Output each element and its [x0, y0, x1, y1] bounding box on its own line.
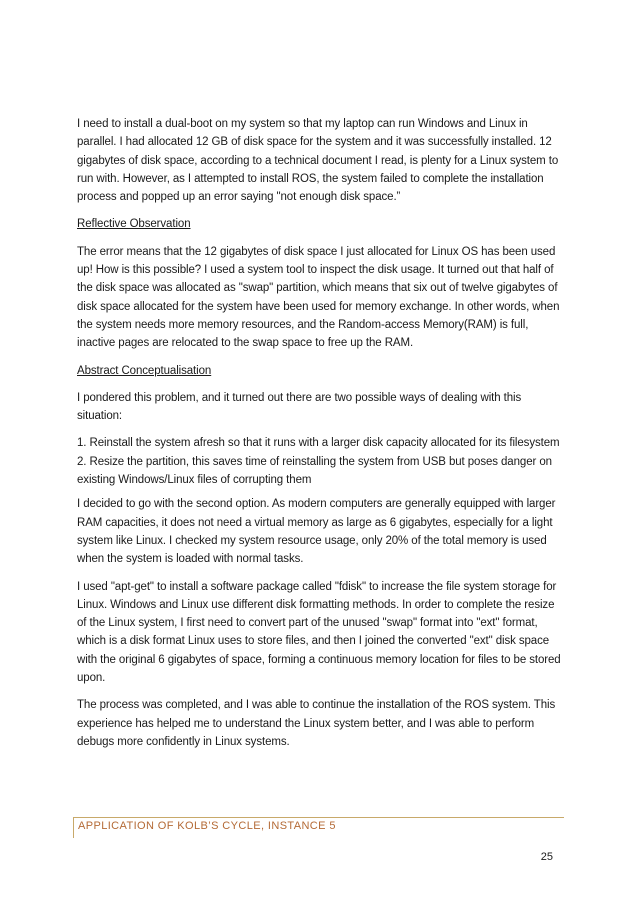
paragraph-options-intro: I pondered this problem, and it turned out there are two possible ways of dealing with this situation: — [77, 391, 522, 423]
heading-reflective-observation: Reflective Observation — [77, 218, 191, 231]
document-body — [77, 115, 561, 760]
paragraph-reflective-observation: The error means that the 12 gigabytes of disk space I just allocated for Linux OS has been used up! How is this possible? I used a system tool to inspect the disk usage. It turned out that half of the disk space was allocated as "swap" partition, which means that six out of twelve gigabytes of disk space allocated for the system have been used for memory exchange. In other words, when the system needs more memory resources, and the Random-access Memory(RAM) is full, inactive pages are relocated to the swap space to free up the RAM. — [77, 245, 560, 350]
paragraph-intro: I need to install a dual-boot on my system so that my laptop can run Windows and Linux in parallel. I had allocated 12 GB of disk space for the system and it was successfully installed. 12 gigabytes of disk space, according to a technical document I read, is plenty for a Linux system to run with. However, as I attempted to install ROS, the system failed to complete the installation process and popped up an error saying "not enough disk space.” — [77, 118, 559, 204]
paragraph-decision: I decided to go with the second option. As modern computers are generally equipped with larger RAM capacities, it does not need a virtual memory as large as 6 gigabytes, especially for a light system like Linux. I checked my system resource usage, only 20% of the total memory is used when the system is loaded with normal tasks. — [77, 498, 556, 566]
paragraph-process: I used "apt-get" to install a software package called "fdisk" to increase the file system storage for Linux. Windows and Linux use different disk formatting methods. In order to complete the resize of the Linux system, I first need to convert part of the unused "swap" format into "ext" format, which is a disk format Linux uses to store files, and then I joined the converted "ext" disk space with the original 6 gigabytes of space, forming a continuous memory location for files to be stored upon. — [77, 580, 561, 685]
heading-abstract-conceptualisation: Abstract Conceptualisation — [77, 364, 212, 377]
list-item-option-1: 1. Reinstall the system afresh so that it runs with a larger disk capacity allocated for its filesystem — [77, 437, 560, 450]
paragraph-conclusion: The process was completed, and I was able to continue the installation of the ROS system. This experience has helped me to understand the Linux system better, and I was able to perform debugs more confidently in Linux systems. — [77, 699, 556, 748]
page-number: 25 — [540, 851, 553, 863]
list-item-option-2: 2. Resize the partition, this saves time of reinstalling the system from USB but poses danger on existing Windows/Linux files of corrupting them — [77, 455, 552, 487]
footer-title: APPLICATION OF KOLB’S CYCLE, INSTANCE 5 — [78, 820, 336, 832]
